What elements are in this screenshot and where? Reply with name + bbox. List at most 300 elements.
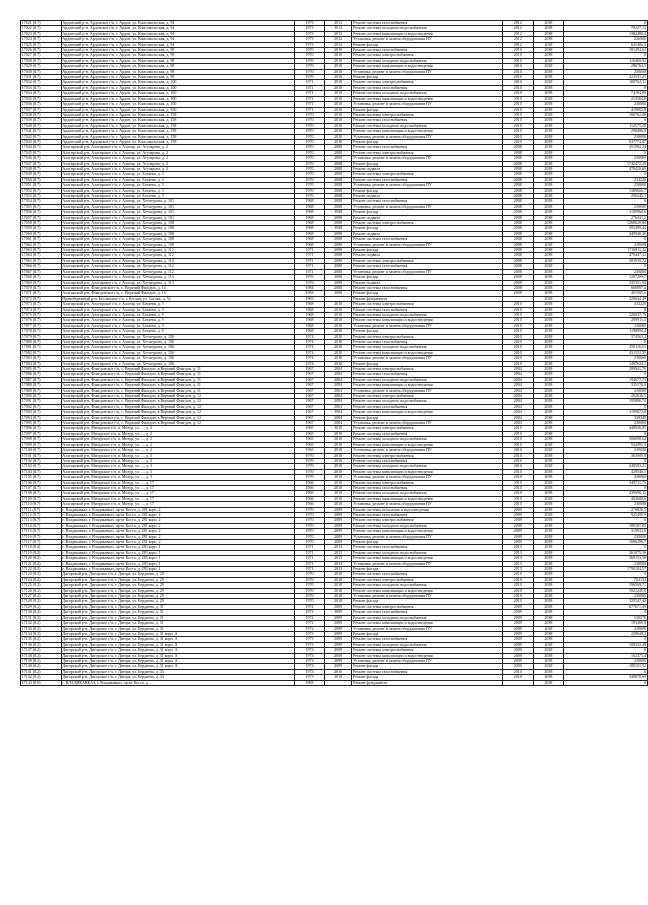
work-type-cell: Установка, ремонт и замена оборудования ПУ: [352, 156, 503, 161]
plan-to-cell: 2038: [533, 145, 564, 150]
cost-cell: 1497624,1: [564, 361, 648, 366]
work-type-cell: Ремонт системы газоснабжения: [352, 307, 503, 312]
plan-to-cell: 2038: [533, 394, 564, 399]
plan-from-cell: 2010: [502, 426, 533, 431]
record-id-cell: 17128 (8.2): [21, 599, 62, 604]
work-type-cell: Установка, ремонт и замена оборудования ПУ: [352, 658, 503, 663]
build-year-cell: 1973: [295, 675, 325, 680]
last-repair-year-cell: 2008: [324, 177, 352, 182]
build-year-cell: 1968: [295, 312, 325, 317]
record-id-cell: 17024 (8.7): [21, 37, 62, 42]
record-id-cell: 17112 (8.7): [21, 512, 62, 517]
plan-to-cell: 2038: [533, 475, 564, 480]
cost-cell: 261075,36: [564, 550, 648, 555]
record-id-cell: 17137 (8.2): [21, 648, 62, 653]
last-repair-year-cell: 2009: [324, 512, 352, 517]
record-id-cell: 17090 (8.7): [21, 394, 62, 399]
work-type-cell: Ремонт системы газоснабжения: [352, 637, 503, 642]
record-id-cell: 17040 (8.7): [21, 123, 62, 128]
address-cell: Дигорский р-н, Дигорское г/п, г. Дигора, ул. Бердиева, д. 31 корп. А: [61, 648, 295, 653]
cost-cell: 1066286,7: [564, 540, 648, 545]
address-cell: г. Владикавказ, г. Владикавказ, пр-кт Коста, д. 281 корп. 2: [61, 534, 295, 539]
cost-cell: 1389666,7: [564, 188, 648, 193]
address-cell: г. ВЛАДИКАВКАЗ, г. Владикавказ, пр-кт Коста, д. ...: [61, 680, 295, 685]
plan-from-cell: 2010: [502, 312, 533, 317]
record-id-cell: 17068 (8.7): [21, 275, 62, 280]
plan-to-cell: 2038: [533, 577, 564, 582]
plan-from-cell: 2008: [502, 226, 533, 231]
record-id-cell: 17110 (8.7): [21, 502, 62, 507]
cost-cell: 234220: [564, 177, 648, 182]
work-type-cell: Ремонт системы газоснабжения: [352, 610, 503, 615]
last-repair-year-cell: 2008: [324, 172, 352, 177]
plan-to-cell: 2038: [533, 96, 564, 101]
build-year-cell: 1970: [295, 129, 325, 134]
plan-to-cell: 2038: [533, 426, 564, 431]
record-id-cell: 17027 (8.7): [21, 53, 62, 58]
plan-to-cell: 2038: [533, 367, 564, 372]
record-id-cell: 17071 (8.7): [21, 291, 62, 296]
last-repair-year-cell: 2013: [324, 550, 352, 555]
build-year-cell: 1970: [295, 123, 325, 128]
cost-cell: 230000: [564, 69, 648, 74]
plan-to-cell: 2038: [533, 275, 564, 280]
plan-from-cell: 2009: [502, 534, 533, 539]
build-year-cell: 1970: [295, 523, 325, 528]
record-id-cell: 17053 (8.7): [21, 194, 62, 199]
address-cell: Ардонский р-н, Ардонское г/п, г. Ардон, ул. Комсомольская, д. 158: [61, 112, 295, 117]
build-year-cell: 1967: [295, 383, 325, 388]
cost-cell: 0: [564, 545, 648, 550]
last-repair-year-cell: 2010: [324, 577, 352, 582]
cost-cell: 230000: [564, 356, 648, 361]
cost-cell: 641406,5: [564, 42, 648, 47]
last-repair-year-cell: 2010: [324, 675, 352, 680]
address-cell: Правобережный р-н, Бесланское г/п, г. Беслан, ул. Сигова, д. 52: [61, 296, 295, 301]
build-year-cell: 1971: [295, 545, 325, 550]
last-repair-year-cell: 2010: [324, 464, 352, 469]
work-type-cell: Ремонт системы газоснабжения: [352, 237, 503, 242]
cost-cell: 239690,11: [564, 491, 648, 496]
record-id-cell: 17104 (8.7): [21, 469, 62, 474]
cost-cell: 925499,9: [564, 512, 648, 517]
cost-cell: 320634,49: [564, 296, 648, 301]
work-type-cell: Установка, ремонт и замена оборудования ПУ: [352, 626, 503, 631]
cost-cell: 193469,8: [564, 621, 648, 626]
build-year-cell: 1974: [295, 345, 325, 350]
plan-to-cell: 2038: [533, 534, 564, 539]
build-year-cell: 1970: [295, 69, 325, 74]
last-repair-year-cell: 2009: [324, 637, 352, 642]
address-cell: Алагирский р-н, Алагирское г/п, г. Алагир, ул. Агузарова, д. 2: [61, 145, 295, 150]
plan-from-cell: 2010: [502, 329, 533, 334]
record-id-cell: 17078 (8.7): [21, 329, 62, 334]
work-type-cell: Ремонт фасада: [352, 275, 503, 280]
record-id-cell: 17051 (8.7): [21, 183, 62, 188]
address-cell: Алагирский р-н, Фиагдонское г/п, с. Верхний Фиагдон, в Верхний Фиагдон, д. 12: [61, 421, 295, 426]
last-repair-year-cell: 2008: [324, 258, 352, 263]
plan-to-cell: 2038: [533, 621, 564, 626]
record-id-cell: 17042 (8.7): [21, 134, 62, 139]
work-type-cell: Ремонт системы электроснабжения: [352, 648, 503, 653]
address-cell: Ардонский р-н, Ардонское г/п, г. Ардон, ул. Комсомольская, д. 94: [61, 37, 295, 42]
work-type-cell: Установка, ремонт и замена оборудования ПУ: [352, 242, 503, 247]
work-type-cell: Ремонт системы холодного водоснабжения: [352, 399, 503, 404]
record-id-cell: 17077 (8.7): [21, 323, 62, 328]
cost-cell: 276431,2: [564, 215, 648, 220]
cost-cell: 335170,6: [564, 383, 648, 388]
address-cell: Алагирский р-н, Мизурское г/п, п. Мизур, ул. ..., д. 2: [61, 426, 295, 431]
plan-to-cell: 2038: [533, 345, 564, 350]
record-id-cell: 17118 (8.2): [21, 545, 62, 550]
record-id-cell: 17087 (8.7): [21, 377, 62, 382]
work-type-cell: Ремонт подвала: [352, 280, 503, 285]
record-id-cell: 17044 (8.7): [21, 145, 62, 150]
plan-to-cell: 2038: [533, 48, 564, 53]
plan-from-cell: 2013: [502, 556, 533, 561]
address-cell: Ардонский р-н, Ардонское г/п, г. Ардон, ул. Комсомольская, д. 94: [61, 42, 295, 47]
plan-from-cell: 2010: [502, 75, 533, 80]
record-id-cell: 17089 (8.7): [21, 388, 62, 393]
cost-cell: 230000: [564, 134, 648, 139]
record-id-cell: 17126 (8.2): [21, 588, 62, 593]
address-cell: Ардонский р-н, Ардонское г/п, г. Ардон, ул. Комсомольская, д. 100: [61, 80, 295, 85]
work-type-cell: Ремонт системы газоснабжения: [352, 485, 503, 490]
build-year-cell: 1973: [295, 658, 325, 663]
build-year-cell: 1970: [295, 453, 325, 458]
record-id-cell: 17057 (8.7): [21, 215, 62, 220]
address-cell: Алагирский р-н, Алагирское г/п, г. Алагир, ул. Агузарова, д. 2: [61, 166, 295, 171]
record-id-cell: 17029 (8.7): [21, 64, 62, 69]
work-type-cell: Ремонт фасада: [352, 361, 503, 366]
last-repair-year-cell: 2010: [324, 594, 352, 599]
address-cell: Алагирский р-н, Алагирское г/п, г. Алагир, ул. Хетагурова, д. 106: [61, 339, 295, 344]
address-cell: Алагирский р-н, Алагирское г/п, г. Алагир, ул. Ботаева, д. 3: [61, 188, 295, 193]
address-cell: Дигорский р-н, Дигорское г/п, г. Дигора, ул. Бердиева, д. 33: [61, 669, 295, 674]
work-type-cell: Ремонт системы канализации и водоотведения: [352, 496, 503, 501]
work-type-cell: Ремонт системы канализации и водоотведения: [352, 64, 503, 69]
work-type-cell: Ремонт системы холодного водоснабжения: [352, 26, 503, 31]
address-cell: Алагирский р-н, Мизурское г/п, п. Мизур, ул. ..., д. 17: [61, 491, 295, 496]
last-repair-year-cell: 2010: [324, 307, 352, 312]
address-cell: Дигорский р-н, Дигорское г/п, г. Дигора, ул. Бердиева, д. 31 корп. А: [61, 653, 295, 658]
record-id-cell: 17113 (8.7): [21, 518, 62, 523]
build-year-cell: 1970: [295, 194, 325, 199]
address-cell: Алагирский р-н, Алагирское г/п, г. Алагир, ул. Хетагурова, д. 101: [61, 215, 295, 220]
last-repair-year-cell: 2008: [324, 291, 352, 296]
build-year-cell: 1976: [295, 275, 325, 280]
plan-from-cell: 2008: [502, 161, 533, 166]
build-year-cell: 1972: [295, 604, 325, 609]
plan-to-cell: 2038: [533, 166, 564, 171]
plan-to-cell: 2038: [533, 550, 564, 555]
work-type-cell: Ремонт фундамента: [352, 680, 503, 685]
build-year-cell: 1968: [295, 215, 325, 220]
build-year-cell: 1974: [295, 334, 325, 339]
work-type-cell: Ремонт фасада: [352, 567, 503, 572]
record-id-cell: 17125 (8.2): [21, 583, 62, 588]
build-year-cell: 1971: [295, 550, 325, 555]
work-type-cell: Ремонт фасада: [352, 415, 503, 420]
plan-from-cell: 2010: [502, 469, 533, 474]
work-type-cell: Установка, ремонт и замена оборудования ПУ: [352, 269, 503, 274]
cost-cell: 230000: [564, 534, 648, 539]
cost-cell: 248593,21: [564, 464, 648, 469]
cost-cell: 194077,71: [564, 377, 648, 382]
cost-cell: 0: [564, 150, 648, 155]
last-repair-year-cell: 2009: [324, 507, 352, 512]
cost-cell: 0: [564, 637, 648, 642]
build-year-cell: 1968: [295, 210, 325, 215]
work-type-cell: Ремонт системы канализации и водоотведения: [352, 529, 503, 534]
record-id-cell: 17117 (8.7): [21, 540, 62, 545]
build-year-cell: 1976: [295, 280, 325, 285]
build-year-cell: 1970: [295, 518, 325, 523]
record-id-cell: 17048 (8.7): [21, 166, 62, 171]
build-year-cell: 1973: [295, 637, 325, 642]
plan-to-cell: 2038: [533, 404, 564, 409]
plan-from-cell: 2008: [502, 210, 533, 215]
build-year-cell: 1968: [295, 329, 325, 334]
plan-from-cell: 2010: [502, 118, 533, 123]
cost-cell: 226027,79: [564, 312, 648, 317]
record-id-cell: 17131 (8.2): [21, 615, 62, 620]
cost-cell: 230000: [564, 475, 648, 480]
last-repair-year-cell: 2004: [324, 367, 352, 372]
work-type-cell: Установка, ремонт и замена оборудования ПУ: [352, 204, 503, 209]
record-id-cell: 17023 (8.7): [21, 31, 62, 36]
cost-cell: 230000: [564, 183, 648, 188]
address-cell: Алагирский р-н, Мизурское г/п, п. Мизур, ул. ..., д. 2: [61, 448, 295, 453]
register-table: [20, 20, 648, 686]
build-year-cell: 1974: [295, 356, 325, 361]
plan-to-cell: 2038: [533, 102, 564, 107]
plan-to-cell: 2038: [533, 112, 564, 117]
cost-cell: 230000: [564, 388, 648, 393]
cost-cell: 0: [564, 572, 648, 577]
work-type-cell: Ремонт фасада: [352, 139, 503, 144]
work-type-cell: Ремонт системы холодного водоснабжения: [352, 550, 503, 555]
plan-from-cell: 2009: [502, 664, 533, 669]
build-year-cell: 1970: [295, 166, 325, 171]
plan-from-cell: 2008: [502, 258, 533, 263]
address-cell: Алагирский р-н, Алагирское г/п, г. Алагир, ул. Хетагурова, д. 106: [61, 334, 295, 339]
plan-to-cell: 2038: [533, 512, 564, 517]
build-year-cell: 1971: [295, 248, 325, 253]
build-year-cell: 1970: [295, 458, 325, 463]
cost-cell: 286764,5: [564, 64, 648, 69]
build-year-cell: 1973: [295, 21, 325, 26]
plan-from-cell: 2010: [502, 458, 533, 463]
cost-cell: 0: [564, 518, 648, 523]
work-type-cell: Ремонт фасада: [352, 226, 503, 231]
build-year-cell: 1967: [295, 388, 325, 393]
record-id-cell: 17095 (8.7): [21, 421, 62, 426]
work-type-cell: Ремонт фасада: [352, 631, 503, 636]
plan-from-cell: 2010: [502, 572, 533, 577]
plan-from-cell: 2010: [502, 91, 533, 96]
address-cell: Алагирский р-н, Фиагдонское г/п, с. Верхний Фиагдон, в Верхний Фиагдон, д. 11: [61, 377, 295, 382]
last-repair-year-cell: 2013: [324, 567, 352, 572]
record-id-cell: 17066 (8.7): [21, 264, 62, 269]
last-repair-year-cell: 2009: [324, 621, 352, 626]
plan-to-cell: 2038: [533, 253, 564, 258]
build-year-cell: 1971: [295, 258, 325, 263]
plan-to-cell: 2038: [533, 485, 564, 490]
plan-from-cell: 2009: [502, 518, 533, 523]
record-id-cell: 17102 (8.7): [21, 458, 62, 463]
address-cell: Дигорский р-н, Дигорское г/п, г. Дигора, ул. Бердиева, д. 29: [61, 588, 295, 593]
last-repair-year-cell: 2009: [324, 658, 352, 663]
plan-from-cell: 2012: [502, 42, 533, 47]
record-id-cell: 17026 (8.7): [21, 48, 62, 53]
last-repair-year-cell: 2009: [324, 534, 352, 539]
plan-from-cell: 2008: [502, 221, 533, 226]
cost-cell: 1716811,42: [564, 248, 648, 253]
work-type-cell: Ремонт системы газоснабжения: [352, 572, 503, 577]
last-repair-year-cell: 2008: [324, 269, 352, 274]
cost-cell: 637774,87: [564, 139, 648, 144]
record-id-cell: 17050 (8.7): [21, 177, 62, 182]
work-type-cell: Ремонт системы электроснабжения: [352, 302, 503, 307]
last-repair-year-cell: 2008: [324, 161, 352, 166]
plan-to-cell: 2038: [533, 204, 564, 209]
work-type-cell: Ремонт системы электроснабжения: [352, 426, 503, 431]
plan-to-cell: 2038: [533, 194, 564, 199]
build-year-cell: 1971: [295, 561, 325, 566]
plan-to-cell: 2038: [533, 372, 564, 377]
last-repair-year-cell: 2008: [324, 221, 352, 226]
cost-cell: 230000: [564, 269, 648, 274]
record-id-cell: 17119 (8.2): [21, 550, 62, 555]
build-year-cell: 1970: [295, 594, 325, 599]
work-type-cell: Ремонт системы холодного водоснабжения: [352, 312, 503, 317]
last-repair-year-cell: 2010: [324, 599, 352, 604]
plan-from-cell: 2008: [502, 242, 533, 247]
build-year-cell: 1971: [295, 80, 325, 85]
build-year-cell: 1970: [295, 534, 325, 539]
cost-cell: 532995,5: [564, 442, 648, 447]
plan-to-cell: 2038: [533, 323, 564, 328]
last-repair-year-cell: 2010: [324, 69, 352, 74]
record-id-cell: 17037 (8.7): [21, 107, 62, 112]
record-id-cell: 17035 (8.7): [21, 96, 62, 101]
plan-from-cell: 2009: [502, 626, 533, 631]
plan-from-cell: 2010: [502, 437, 533, 442]
cost-cell: 112575,48: [564, 123, 648, 128]
build-year-cell: 1973: [295, 669, 325, 674]
cost-cell: 196569,71: [564, 583, 648, 588]
plan-from-cell: 2009: [502, 507, 533, 512]
record-id-cell: 17059 (8.7): [21, 226, 62, 231]
plan-from-cell: 2010: [502, 496, 533, 501]
work-type-cell: Ремонт системы газоснабжения: [352, 85, 503, 90]
cost-cell: 0: [564, 53, 648, 58]
last-repair-year-cell: 2012: [324, 26, 352, 31]
address-cell: Алагирский р-н, Алагирское г/п, г. Алагир, ул. Хетагурова, д. 108: [61, 237, 295, 242]
plan-to-cell: 2038: [533, 680, 564, 685]
plan-from-cell: 2010: [502, 361, 533, 366]
last-repair-year-cell: 2010: [324, 496, 352, 501]
build-year-cell: 1970: [295, 188, 325, 193]
work-type-cell: Ремонт системы холодного водоснабжения: [352, 123, 503, 128]
cost-cell: 429540,1: [564, 469, 648, 474]
cost-cell: 0: [564, 199, 648, 204]
plan-to-cell: 2038: [533, 572, 564, 577]
work-type-cell: Ремонт системы канализации и водоотведения: [352, 621, 503, 626]
cost-cell: 1382486,4: [564, 31, 648, 36]
address-cell: Алагирский р-н, Алагирское г/п, г. Алагир, ул. Хетагурова, д. 101: [61, 199, 295, 204]
plan-to-cell: 2038: [533, 669, 564, 674]
build-year-cell: 1973: [295, 642, 325, 647]
address-cell: Ардонский р-н, Ардонское г/п, г. Ардон, ул. Комсомольская, д. 158: [61, 139, 295, 144]
cost-cell: 166762,08: [564, 112, 648, 117]
work-type-cell: Ремонт системы холодного водоснабжения: [352, 437, 503, 442]
build-year-cell: 1967: [295, 404, 325, 409]
record-id-cell: 17062 (8.7): [21, 242, 62, 247]
record-id-cell: 17030 (8.7): [21, 69, 62, 74]
work-type-cell: Ремонт системы газоснабжения: [352, 339, 503, 344]
address-cell: г. Владикавказ, г. Владикавказ, пр-кт Коста, д. 283 корп. 1: [61, 561, 295, 566]
plan-to-cell: 2038: [533, 496, 564, 501]
cost-cell: 1198994,4: [564, 329, 648, 334]
last-repair-year-cell: 2010: [324, 426, 352, 431]
plan-to-cell: 2038: [533, 226, 564, 231]
cost-cell: 303939,72: [564, 258, 648, 263]
record-id-cell: 17074 (8.7): [21, 307, 62, 312]
last-repair-year-cell: 2010: [324, 85, 352, 90]
address-cell: Дигорский р-н, Дигорское г/п, г. Дигора, ул. Бердиева, д. 31 корп. А: [61, 642, 295, 647]
address-cell: Алагирский р-н, Фиагдонское г/п, с. Верхний Фиагдон, в Верхний Фиагдон, д. 12: [61, 394, 295, 399]
build-year-cell: 1966: [295, 485, 325, 490]
build-year-cell: 1968: [295, 204, 325, 209]
plan-from-cell: 2004: [502, 372, 533, 377]
record-id-cell: 17121 (8.2): [21, 561, 62, 566]
record-id-cell: 17045 (8.7): [21, 150, 62, 155]
build-year-cell: 1974: [295, 350, 325, 355]
record-id-cell: 17038 (8.7): [21, 112, 62, 117]
build-year-cell: 1971: [295, 91, 325, 96]
plan-from-cell: 2010: [502, 307, 533, 312]
record-id-cell: 17052 (8.7): [21, 188, 62, 193]
build-year-cell: 1973: [295, 42, 325, 47]
address-cell: г. Владикавказ, г. Владикавказ, пр-кт Коста, д. 283 корп. 1: [61, 550, 295, 555]
plan-from-cell: 2009: [502, 621, 533, 626]
plan-to-cell: 2038: [533, 318, 564, 323]
address-cell: Дигорский р-н, Дигорское г/п, г. Дигора, ул. Бердиева, д. 29: [61, 594, 295, 599]
last-repair-year-cell: 2010: [324, 458, 352, 463]
address-cell: Алагирский р-н, Мизурское г/п, п. Мизур, ул. ..., д. 3: [61, 464, 295, 469]
cost-cell: 230000: [564, 156, 648, 161]
record-id-cell: 17092 (8.7): [21, 404, 62, 409]
plan-to-cell: 2038: [533, 399, 564, 404]
address-cell: Дигорский р-н, Дигорское г/п, г. Дигора, ул. Бердиева, д. 29: [61, 577, 295, 582]
cost-cell: 230000: [564, 502, 648, 507]
plan-from-cell: 2010: [502, 58, 533, 63]
address-cell: г. Владикавказ, г. Владикавказ, пр-кт Коста, д. 283 корп. 1: [61, 567, 295, 572]
cost-cell: 298496,8: [564, 129, 648, 134]
cost-cell: 349711,79: [564, 480, 648, 485]
plan-to-cell: 2038: [533, 26, 564, 31]
address-cell: Алагирский р-н, Алагирское г/п, г. Алагир, ул. Хетагурова, д. 108: [61, 226, 295, 231]
cost-cell: 335351,94: [564, 280, 648, 285]
plan-from-cell: 2009: [502, 523, 533, 528]
record-id-cell: 17083 (8.7): [21, 356, 62, 361]
last-repair-year-cell: 2010: [324, 350, 352, 355]
record-id-cell: 17101 (8.7): [21, 453, 62, 458]
address-cell: Ардонский р-н, Ардонское г/п, г. Ардон, ул. Комсомольская, д. 158: [61, 118, 295, 123]
last-repair-year-cell: 2009: [324, 653, 352, 658]
